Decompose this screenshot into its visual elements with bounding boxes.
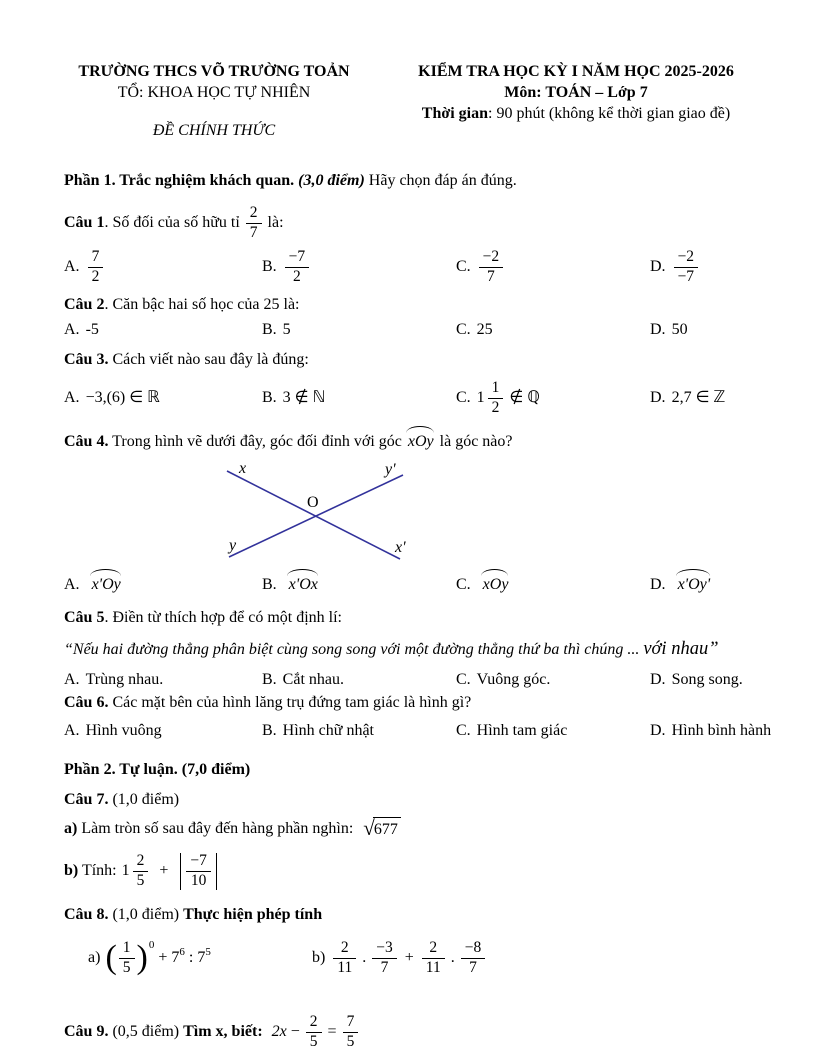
fraction-denominator: 5 xyxy=(122,958,131,976)
duration-value: : 90 phút (không kể thời gian giao đề) xyxy=(488,104,731,122)
question-4-label: Câu 4. xyxy=(64,433,109,451)
option-text: Hình vuông xyxy=(85,722,162,740)
question-8-label: Câu 8. xyxy=(64,906,109,924)
right-paren: ) xyxy=(136,938,148,976)
option-key: A. xyxy=(64,321,80,339)
school-name: TRƯỜNG THCS VÕ TRƯỜNG TOẢN xyxy=(78,63,350,80)
part1-points: (3,0 điểm) xyxy=(298,172,365,190)
option-key: C. xyxy=(456,258,471,276)
fraction-numerator: 2 xyxy=(333,940,356,959)
option-key: D. xyxy=(650,575,666,593)
question-5-options xyxy=(64,670,788,691)
fraction-denominator: 11 xyxy=(337,958,353,976)
option-c xyxy=(456,380,650,416)
option-fraction xyxy=(285,249,310,285)
q2-stem-text: . Căn bậc hai số học của 25 là: xyxy=(104,295,300,313)
option-text: ∉ ℚ xyxy=(509,388,540,406)
q3-stem-text: Cách viết nào sau đây là đúng: xyxy=(108,351,309,369)
option-text: Song song. xyxy=(671,671,743,689)
option-a xyxy=(64,249,262,285)
question-8-heading xyxy=(64,905,788,926)
option-b xyxy=(262,721,456,742)
q6-stem-text: Các mặt bên của hình lăng trụ đứng tam giác là hình gì? xyxy=(108,694,472,712)
option-key: C. xyxy=(456,388,471,406)
option-key: D. xyxy=(650,722,666,740)
q4-figure-svg xyxy=(214,459,446,567)
angle-notation: xOy xyxy=(481,575,511,596)
option-a xyxy=(64,670,262,691)
whole-part: 1 xyxy=(121,861,130,879)
option-text: 2,7 ∈ ℤ xyxy=(671,388,726,406)
fraction-numerator: −8 xyxy=(461,940,486,959)
question-2-label: Câu 2 xyxy=(64,295,105,313)
q7b-text xyxy=(64,861,117,882)
mixed-number xyxy=(477,380,506,416)
q4-stem-post: là góc nào? xyxy=(439,433,513,451)
question-6-label: Câu 6. xyxy=(64,694,109,712)
plus-operator: + xyxy=(159,861,169,879)
line-y-yprime xyxy=(229,475,403,557)
fraction-denominator: 7 xyxy=(249,223,258,241)
angle-notation: x'Ox xyxy=(287,575,320,596)
option-key: A. xyxy=(64,388,80,406)
option-d xyxy=(650,388,788,409)
option-key: D. xyxy=(650,258,666,276)
absolute-value xyxy=(180,853,217,889)
option-key: C. xyxy=(456,722,471,740)
plus-operator: + xyxy=(404,948,414,966)
q9-title: Tìm x, biết: xyxy=(183,1022,263,1040)
question-3-options xyxy=(64,376,788,420)
question-9 xyxy=(64,1010,788,1054)
q1-stem-text xyxy=(64,213,240,234)
question-4-stem xyxy=(64,432,788,453)
q1-stem-pre: . Số đối của số hữu tỉ xyxy=(104,213,240,231)
q8a-key: a) xyxy=(88,948,101,966)
question-5-label: Câu 5 xyxy=(64,608,105,626)
option-text: Hình bình hành xyxy=(671,722,772,740)
fraction xyxy=(461,940,486,976)
exam-title: KIỂM TRA HỌC KỲ I NĂM HỌC 2025-2026 xyxy=(418,63,734,80)
exam-duration xyxy=(364,104,788,125)
option-text: Cắt nhau. xyxy=(282,671,344,689)
question-2-options xyxy=(64,320,788,341)
option-key: A. xyxy=(64,575,80,593)
option-key: C. xyxy=(456,671,471,689)
option-text: 5 xyxy=(282,321,291,339)
question-1-stem xyxy=(64,202,788,244)
fraction-denominator: 5 xyxy=(309,1032,318,1050)
official-exam-label: ĐỀ CHÍNH THỨC xyxy=(152,121,276,139)
option-key: A. xyxy=(64,258,80,276)
question-5-stem xyxy=(64,608,788,629)
option-text: Hình tam giác xyxy=(476,722,568,740)
part1-heading xyxy=(64,171,788,192)
q8b-key: b) xyxy=(312,948,326,966)
fraction-numerator: 1 xyxy=(488,380,504,399)
option-a xyxy=(64,388,262,409)
option-key: A. xyxy=(64,722,80,740)
q7a-text xyxy=(64,819,353,840)
question-6-stem xyxy=(64,693,788,714)
q9-heading xyxy=(64,1022,263,1043)
fraction xyxy=(186,853,211,889)
department-name: TỔ: KHOA HỌC TỰ NHIÊN xyxy=(117,83,311,101)
option-c xyxy=(456,575,650,596)
fraction xyxy=(306,1014,322,1050)
q7b-instruction: Tính: xyxy=(81,861,117,879)
radical-sign: √ xyxy=(363,816,375,841)
angle-notation: x'Oy xyxy=(90,575,123,596)
variable-term: 2x xyxy=(271,1022,287,1040)
option-text: Vuông góc. xyxy=(476,671,551,689)
option-d xyxy=(650,249,788,285)
q7-part-a xyxy=(64,817,788,841)
option-b xyxy=(262,388,456,409)
option-text: 25 xyxy=(476,321,493,339)
fraction-denominator: 5 xyxy=(136,871,145,889)
quote-main: “Nếu hai đường thẳng phân biệt cùng song song với một đường thẳng thứ ba thì chúng ... xyxy=(64,641,644,659)
fraction-denominator: 7 xyxy=(380,958,389,976)
option-d xyxy=(650,670,788,691)
fraction-denominator: 7 xyxy=(487,267,495,285)
question-1-options xyxy=(64,249,788,285)
question-3-stem xyxy=(64,350,788,371)
plus-operator: + xyxy=(158,948,168,966)
mixed-number xyxy=(122,853,151,889)
option-d xyxy=(650,320,788,341)
quote-end: với nhau” xyxy=(643,639,719,660)
fraction xyxy=(343,1014,359,1050)
option-fraction xyxy=(88,249,104,285)
q4-figure xyxy=(214,459,446,567)
option-key: D. xyxy=(650,321,666,339)
fraction-denominator: −7 xyxy=(677,267,695,285)
option-fraction xyxy=(674,249,699,285)
fraction-numerator: 2 xyxy=(246,205,262,224)
duration-label: Thời gian xyxy=(421,104,488,122)
q9-equation xyxy=(272,1014,361,1050)
question-7-label: Câu 7. xyxy=(64,790,109,808)
sqrt-expression xyxy=(363,817,401,841)
q1-stem-post: là: xyxy=(267,213,284,231)
question-6-options xyxy=(64,721,788,742)
option-key: D. xyxy=(650,388,666,406)
option-d xyxy=(650,721,788,742)
question-9-label: Câu 9. xyxy=(64,1022,109,1040)
fraction-denominator: 2 xyxy=(491,398,500,416)
fraction-numerator: −2 xyxy=(674,249,699,268)
option-key: A. xyxy=(64,671,80,689)
part2-heading: Phần 2. Tự luận. (7,0 điểm) xyxy=(64,760,251,778)
option-key: B. xyxy=(262,388,277,406)
base: 7 xyxy=(171,948,180,966)
exponent: 6 xyxy=(179,945,185,958)
q5-theorem-quote xyxy=(64,637,788,661)
option-key: B. xyxy=(262,575,277,593)
option-b xyxy=(262,670,456,691)
multiply-dot: . xyxy=(450,948,455,966)
option-a xyxy=(64,575,262,596)
exponent: 5 xyxy=(205,945,211,958)
fraction-numerator: −2 xyxy=(479,249,504,268)
q7-part-b xyxy=(64,849,788,893)
part1-title: Phần 1. Trắc nghiệm khách quan. xyxy=(64,172,295,190)
option-a xyxy=(64,320,262,341)
option-a xyxy=(64,721,262,742)
option-text: -5 xyxy=(85,321,99,339)
fraction-denominator: 2 xyxy=(293,267,301,285)
divide-operator: : xyxy=(188,948,194,966)
option-text: 3 ∉ ℕ xyxy=(282,388,326,406)
question-4-options xyxy=(64,575,788,596)
left-paren: ( xyxy=(105,938,117,976)
header-right xyxy=(364,62,788,141)
label-x-prime: x' xyxy=(395,538,406,556)
option-text: 50 xyxy=(671,321,688,339)
fraction-numerator: 1 xyxy=(119,940,135,959)
option-key: D. xyxy=(650,671,666,689)
option-fraction xyxy=(479,249,504,285)
option-c xyxy=(456,320,650,341)
option-key: B. xyxy=(262,321,277,339)
q7a-key: a) xyxy=(64,819,78,837)
option-key: B. xyxy=(262,258,277,276)
fraction xyxy=(133,853,149,889)
option-b xyxy=(262,249,456,285)
multiply-dot: . xyxy=(362,948,367,966)
option-key: C. xyxy=(456,575,471,593)
fraction-denominator: 10 xyxy=(190,871,207,889)
fraction-numerator: 7 xyxy=(343,1014,359,1033)
question-1-label: Câu 1 xyxy=(64,213,105,231)
option-b xyxy=(262,575,456,596)
angle-notation: xOy xyxy=(406,432,436,453)
fraction-denominator: 5 xyxy=(346,1032,355,1050)
q8-points: (1,0 điểm) xyxy=(108,906,184,924)
fraction-numerator: 2 xyxy=(133,853,149,872)
q7b-key: b) xyxy=(64,861,79,879)
option-b xyxy=(262,320,456,341)
option-key: B. xyxy=(262,722,277,740)
option-text: Trùng nhau. xyxy=(85,671,164,689)
q7a-instruction: Làm tròn số sau đây đến hàng phần nghìn: xyxy=(81,819,354,837)
fraction-numerator: −3 xyxy=(372,940,397,959)
question-2-stem xyxy=(64,295,788,316)
fraction-numerator: −7 xyxy=(186,853,211,872)
whole-part: 1 xyxy=(476,388,485,406)
q8-formulas xyxy=(64,932,788,984)
label-y-prime: y' xyxy=(385,460,396,478)
fraction-denominator: 11 xyxy=(425,958,441,976)
option-d xyxy=(650,575,788,596)
fraction xyxy=(119,940,135,976)
fraction-numerator: 7 xyxy=(88,249,104,268)
equals-sign: = xyxy=(327,1022,337,1040)
q8-title: Thực hiện phép tính xyxy=(183,906,323,924)
label-o: O xyxy=(307,493,319,511)
header-left xyxy=(64,62,364,141)
fraction xyxy=(333,940,356,976)
radicand: 677 xyxy=(373,817,401,841)
q8-part-b xyxy=(312,940,487,976)
fraction-numerator: 2 xyxy=(306,1014,322,1033)
option-key: C. xyxy=(456,321,471,339)
question-7-heading xyxy=(64,790,788,811)
fraction xyxy=(422,940,445,976)
label-y: y xyxy=(229,536,237,554)
option-text: Hình chữ nhật xyxy=(282,722,374,740)
q8-part-a xyxy=(88,940,288,976)
label-x: x xyxy=(239,459,247,477)
fraction-denominator: 7 xyxy=(469,958,477,976)
part1-instruction: Hãy chọn đáp án đúng. xyxy=(368,172,517,190)
q4-stem-pre: Trong hình vẽ dưới đây, góc đối đỉnh với góc xyxy=(108,433,402,451)
minus-operator: − xyxy=(290,1022,300,1040)
angle-notation: x'Oy' xyxy=(676,575,713,596)
fraction xyxy=(372,940,397,976)
q8a-expression xyxy=(105,940,210,976)
option-fraction xyxy=(488,380,504,416)
option-text: −3,(6) ∈ ℝ xyxy=(85,388,160,406)
q7-points: (1,0 điểm) xyxy=(108,790,180,808)
option-key: B. xyxy=(262,671,277,689)
question-3-label: Câu 3. xyxy=(64,351,109,369)
q9-points: (0,5 điểm) xyxy=(108,1022,184,1040)
exponent: 0 xyxy=(148,938,155,951)
fraction-numerator: −7 xyxy=(285,249,310,268)
fraction-numerator: 2 xyxy=(422,940,445,959)
base: 7 xyxy=(197,948,206,966)
fraction-denominator: 2 xyxy=(91,267,100,285)
option-c xyxy=(456,670,650,691)
exam-header xyxy=(64,62,788,141)
q1-fraction xyxy=(246,205,262,241)
exam-subject: Môn: TOÁN – Lớp 7 xyxy=(504,83,648,101)
q5-stem-text: . Điền từ thích hợp để có một định lí: xyxy=(104,608,342,626)
option-c xyxy=(456,721,650,742)
option-c xyxy=(456,249,650,285)
